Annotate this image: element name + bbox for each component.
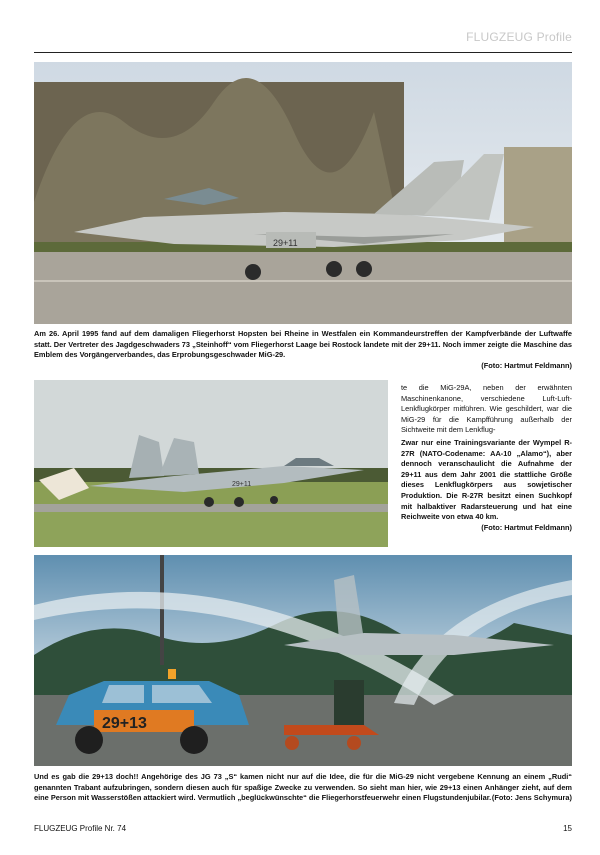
photo-bottom-marking: 29+13 [102,715,147,732]
caption-middle-credit: (Foto: Hartmut Feldmann) [481,522,572,532]
caption-top-text: Am 26. April 1995 fand auf dem damaligen Fliegerhorst Hopsten bei Rheine in Westfalen ein Kommandeurstreffen der Kampfverbände der Luftwaffe statt. Der Vertreter des Jagdgeschwaders 73 „Steinhoff“ vom Fliegerhorst Laage bei Rostock landete mit der 29+11. Noch immer zeigte die Maschine das Emblem des Vorgängerverbandes, das Erprobungsgeschwader MiG-29. [34,329,572,360]
photo-top-image [34,62,572,324]
caption-bottom-text: Und es gab die 29+13 doch!! Angehörige des JG 73 „S“ kamen nicht nur auf die Idee, die für die MiG-29 nicht vergebene Kennung an einem „Rudi“ genannten Trabant aufzubringen, sondern diesen auch für spaßige Zwecke zu verwenden. So sieht man hier, wie 29+13 einen Anhänger zieht, auf dem eine Person mit Wasserstößen attackiert wird. Vermutlich „beglückwünschte“ die Fliegerhorstfeuerwehr einen Flugstundenjubilar. [34,772,572,803]
caption-top [34,329,572,371]
header-brand: FLUGZEUG Profile [466,30,572,44]
caption-bottom [34,772,572,804]
caption-middle-text: Zwar nur eine Trainingsvariante der Wympel R-27R (NATO-Codename: AA-10 „Alamo“), aber dennoch veranschaulicht die Aufnahme der 29+11 aus dem Jahr 2001 die stattliche Größe dieses Lenkflugkörpers aus sowjetischer Produktion. Die R-27R besitzt einen Suchkopf mit halbaktiver Radarsteuerung und hat eine Reichweite von etwa 40 km. [401,438,572,522]
caption-bottom-credit: (Foto: Jens Schymura) [491,793,572,803]
footer-publication: FLUGZEUG Profile Nr. 74 [34,824,127,833]
photo-middle-image [34,380,388,547]
photo-top-marking: 29+11 [273,238,298,248]
photo-middle [34,380,388,547]
photo-middle-marking: 29+11 [232,481,252,488]
caption-top-credit: (Foto: Hartmut Feldmann) [481,360,572,370]
caption-middle [401,438,572,533]
photo-bottom-image [34,555,572,766]
photo-top [34,62,572,324]
header-rule [34,52,572,53]
footer-page-number: 15 [563,824,572,833]
side-body-text: te die MiG-29A, neben der erwähnten Maschinenkanone, verschiedene Luft-Luft-Lenkflugkörper mitführen. Wie geschildert, war die MiG-29 für die Kampfführung außerhalb der Sichtweite mit dem Lenkflug- [401,383,572,435]
photo-bottom [34,555,572,766]
